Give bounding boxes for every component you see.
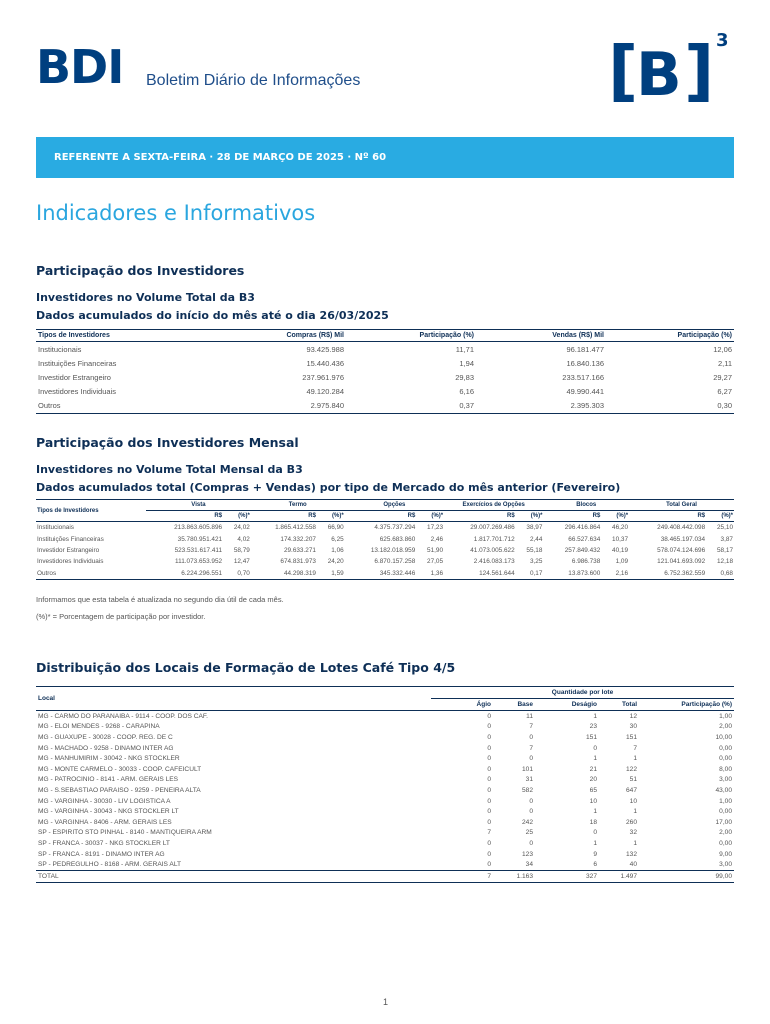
section2-title: Participação dos Investidores Mensal bbox=[36, 435, 299, 450]
investor-participation-table bbox=[36, 329, 734, 414]
table-cell: 122 bbox=[625, 765, 637, 773]
col-subheader: R$ bbox=[629, 511, 706, 522]
table-cell: 6,25 bbox=[331, 535, 344, 543]
table-cell: 0 bbox=[487, 776, 491, 784]
table-row bbox=[36, 545, 734, 556]
table-cell: 151 bbox=[585, 733, 597, 741]
table-cell: 174.332.207 bbox=[280, 535, 316, 543]
table-cell: 1.817.701.712 bbox=[473, 535, 515, 543]
table-cell: 0 bbox=[487, 765, 491, 773]
reference-banner: REFERENTE A SEXTA-FEIRA · 28 DE MARÇO DE 2025 · Nº 60 bbox=[36, 137, 734, 178]
table-cell: 6,16 bbox=[459, 387, 474, 397]
table-cell: 0 bbox=[487, 818, 491, 826]
col-subheader: (%)* bbox=[317, 511, 345, 522]
section2-subtitle2: Dados acumulados total (Compras + Vendas) por tipo de Mercado do mês anterior (Fevereiro) bbox=[36, 481, 621, 494]
table-cell: 0 bbox=[593, 829, 597, 837]
total-cell: 1.163 bbox=[493, 870, 535, 882]
table-cell: 51,90 bbox=[427, 546, 444, 554]
table-cell: 30 bbox=[629, 723, 637, 731]
table-cell: 1 bbox=[633, 755, 637, 763]
table-cell: 0 bbox=[487, 712, 491, 720]
total-label: TOTAL bbox=[36, 870, 431, 882]
col-subheader: (%)* bbox=[516, 511, 544, 522]
table-cell: 16.840.136 bbox=[566, 358, 604, 368]
row-label: Instituições Financeiras bbox=[38, 358, 117, 368]
table-row bbox=[36, 828, 734, 839]
table-cell: 20 bbox=[589, 776, 597, 784]
table-cell: 111.073.653.952 bbox=[175, 558, 223, 566]
table-cell: 0,00 bbox=[719, 839, 732, 847]
table-cell: 4.375.737.294 bbox=[374, 524, 416, 532]
row-label: MG - MANHUMIRIM - 30042 - NKG STOCKLER bbox=[38, 755, 180, 763]
table-cell: 29,27 bbox=[713, 372, 732, 382]
table-cell: 41.073.005.622 bbox=[470, 546, 515, 554]
table-cell: 7 bbox=[529, 723, 533, 731]
table-cell: 27,05 bbox=[427, 558, 444, 566]
table-cell: 0,70 bbox=[223, 568, 251, 580]
table-cell: 4,02 bbox=[237, 535, 250, 543]
total-cell: 1.497 bbox=[599, 870, 639, 882]
table-cell: 10 bbox=[589, 797, 597, 805]
table-cell: 260 bbox=[625, 818, 637, 826]
table-cell: 96.181.477 bbox=[566, 344, 604, 354]
table-row bbox=[36, 722, 734, 733]
table-cell: 3,87 bbox=[720, 535, 733, 543]
table-cell: 0 bbox=[487, 723, 491, 731]
table-cell: 233.517.166 bbox=[562, 372, 604, 382]
table-cell: 6.870.157.258 bbox=[374, 558, 416, 566]
table-cell: 2.395.303 bbox=[476, 399, 606, 414]
table-cell: 49.120.284 bbox=[306, 387, 344, 397]
table-cell: 1 bbox=[593, 712, 597, 720]
row-label: MG - ELOI MENDES - 9268 - CARAPINA bbox=[38, 723, 160, 731]
row-label: MG - CARMO DO PARANAIBA - 9114 - COOP. DOS CAF. bbox=[38, 712, 209, 720]
table-cell: 24,02 bbox=[233, 524, 250, 532]
table-cell: 25 bbox=[525, 829, 533, 837]
table-cell: 0 bbox=[487, 786, 491, 794]
table-cell: 10,37 bbox=[612, 535, 629, 543]
table-cell: 32 bbox=[629, 829, 637, 837]
table-cell: 0 bbox=[487, 808, 491, 816]
col-subheader: R$ bbox=[543, 511, 601, 522]
table-cell: 58,79 bbox=[233, 546, 250, 554]
row-label: Outros bbox=[36, 568, 146, 580]
table-cell: 51 bbox=[629, 776, 637, 784]
table-cell: 1 bbox=[593, 839, 597, 847]
table-row bbox=[36, 743, 734, 754]
col-subheader: R$ bbox=[444, 511, 516, 522]
table-row bbox=[36, 796, 734, 807]
table-cell: 121.041.693.092 bbox=[657, 558, 706, 566]
table-cell: 1.865.412.558 bbox=[275, 524, 316, 532]
table-cell: 124.561.644 bbox=[444, 568, 516, 580]
table-cell: 29,83 bbox=[455, 372, 474, 382]
table-row bbox=[36, 385, 734, 399]
row-label: Institucionais bbox=[38, 344, 82, 354]
table-row bbox=[36, 342, 734, 357]
table-cell: 13.182.018.959 bbox=[370, 546, 416, 554]
col-header: Participação (%) bbox=[639, 699, 734, 711]
table-cell: 345.332.446 bbox=[345, 568, 417, 580]
quantity-group-header: Quantidade por lote bbox=[431, 687, 734, 699]
table-cell: 249.408.442.098 bbox=[657, 524, 706, 532]
table-cell: 18 bbox=[589, 818, 597, 826]
section1-subtitle1: Investidores no Volume Total da B3 bbox=[36, 291, 255, 304]
table-cell: 25,10 bbox=[717, 524, 733, 532]
col-header: Participação (%) bbox=[606, 330, 734, 342]
table-cell: 213.863.605.896 bbox=[174, 524, 223, 532]
col-header: Deságio bbox=[535, 699, 599, 711]
table-cell: 1 bbox=[633, 808, 637, 816]
table-cell: 6 bbox=[593, 861, 597, 869]
bdi-logo: BDI bbox=[36, 40, 124, 94]
row-label: Instituições Financeiras bbox=[37, 535, 104, 543]
monthly-participation-table bbox=[36, 499, 734, 580]
table-row bbox=[36, 775, 734, 786]
table-cell: 8,00 bbox=[719, 765, 732, 773]
row-label: Investidor Estrangeiro bbox=[38, 372, 111, 382]
col-header: Total bbox=[599, 699, 639, 711]
row-label: Investidor Estrangeiro bbox=[37, 546, 100, 554]
table-note: Informamos que esta tabela é atualizada no segundo dia útil de cada mês. bbox=[36, 595, 284, 604]
table-cell: 35.780.951.421 bbox=[177, 535, 223, 543]
table-cell: 6.752.362.559 bbox=[629, 568, 706, 580]
table-cell: 0 bbox=[529, 733, 533, 741]
row-label: MG - PATROCINIO - 8141 - ARM. GERAIS LES bbox=[38, 776, 179, 784]
table-cell: 7 bbox=[487, 829, 491, 837]
table-cell: 3,00 bbox=[719, 776, 732, 784]
table-cell: 2.975.840 bbox=[206, 399, 346, 414]
table-cell: 0,37 bbox=[346, 399, 476, 414]
section2-subtitle1: Investidores no Volume Total Mensal da B3 bbox=[36, 463, 303, 476]
page-title: Indicadores e Informativos bbox=[36, 201, 316, 225]
table-cell: 257.849.432 bbox=[564, 546, 601, 554]
table-cell: 2,16 bbox=[601, 568, 629, 580]
table-cell: 123 bbox=[521, 850, 533, 858]
row-label: MG - S.SEBASTIAO PARAISO - 9259 - PENEIRA ALTA bbox=[38, 786, 201, 794]
table-cell: 3,25 bbox=[529, 558, 543, 566]
col-header: Base bbox=[493, 699, 535, 711]
table-row bbox=[36, 370, 734, 384]
table-row bbox=[36, 568, 734, 580]
table-cell: 0 bbox=[529, 797, 533, 805]
table-cell: 0 bbox=[487, 797, 491, 805]
row-label: SP - FRANCA - 8191 - DINAMO INTER AG bbox=[38, 850, 165, 858]
table-cell: 0 bbox=[487, 861, 491, 869]
table-cell: 0 bbox=[529, 839, 533, 847]
col-header: Tipos de Investidores bbox=[36, 330, 206, 342]
table-cell: 101 bbox=[521, 765, 533, 773]
table-cell: 0 bbox=[529, 755, 533, 763]
table-cell: 625.683.860 bbox=[379, 535, 416, 543]
table-cell: 0,30 bbox=[606, 399, 734, 414]
table-cell: 1,00 bbox=[719, 712, 732, 720]
tipo-header: Tipos de Investidores bbox=[36, 500, 146, 522]
col-subheader: R$ bbox=[345, 511, 417, 522]
table-cell: 46,20 bbox=[612, 524, 629, 532]
table-cell: 2,44 bbox=[529, 535, 543, 543]
table-cell: 6.986.738 bbox=[571, 558, 601, 566]
table-cell: 65 bbox=[589, 786, 597, 794]
col-header: Ágio bbox=[431, 699, 493, 711]
table-cell: 1,94 bbox=[459, 358, 474, 368]
table-cell: 578.074.124.696 bbox=[657, 546, 706, 554]
table-cell: 10 bbox=[629, 797, 637, 805]
table-cell: 647 bbox=[625, 786, 637, 794]
table-cell: 2,00 bbox=[719, 723, 732, 731]
table-row bbox=[36, 849, 734, 860]
table-cell: 49.990.441 bbox=[566, 387, 604, 397]
table-cell: 132 bbox=[625, 850, 637, 858]
row-label: Institucionais bbox=[37, 524, 74, 532]
table-cell: 66,90 bbox=[327, 524, 344, 532]
table-row bbox=[36, 817, 734, 828]
group-header: Termo bbox=[251, 500, 345, 511]
table-cell: 0 bbox=[487, 839, 491, 847]
col-subheader: (%)* bbox=[223, 511, 251, 522]
total-cell: 327 bbox=[535, 870, 599, 882]
total-cell: 99,00 bbox=[639, 870, 734, 882]
table-cell: 0,00 bbox=[719, 755, 732, 763]
row-label: SP - FRANCA - 30037 - NKG STOCKLER LT bbox=[38, 839, 170, 847]
col-subheader: R$ bbox=[146, 511, 223, 522]
row-label: MG - VARGINHA - 30043 - NKG STOCKLER LT bbox=[38, 808, 179, 816]
table-cell: 29.007.269.486 bbox=[470, 524, 515, 532]
total-cell: 7 bbox=[431, 870, 493, 882]
row-label: Investidores Individuais bbox=[38, 387, 116, 397]
row-label: MG - MACHADO - 9258 - DINAMO INTER AG bbox=[38, 744, 174, 752]
table-row bbox=[36, 556, 734, 567]
table-row bbox=[36, 785, 734, 796]
table-cell: 0,00 bbox=[719, 808, 732, 816]
table-cell: 7 bbox=[529, 744, 533, 752]
table-cell: 1,00 bbox=[719, 797, 732, 805]
percent-footnote: (%)* = Porcentagem de participação por investidor. bbox=[36, 612, 206, 621]
table-row bbox=[36, 533, 734, 544]
table-cell: 0,17 bbox=[516, 568, 544, 580]
table-cell: 151 bbox=[625, 733, 637, 741]
table-row bbox=[36, 806, 734, 817]
table-cell: 93.425.988 bbox=[306, 344, 344, 354]
table-cell: 66.527.634 bbox=[568, 535, 601, 543]
table-cell: 12 bbox=[629, 712, 637, 720]
table-row bbox=[36, 764, 734, 775]
table-cell: 0,00 bbox=[719, 744, 732, 752]
table-cell: 11 bbox=[526, 712, 533, 720]
col-header: Compras (R$) Mil bbox=[206, 330, 346, 342]
table-cell: 1,09 bbox=[615, 558, 629, 566]
table-cell: 0,68 bbox=[706, 568, 734, 580]
row-label: SP - PEDREGULHO - 8168 - ARM. GERAIS ALT bbox=[38, 861, 182, 869]
table-cell: 31 bbox=[525, 776, 533, 784]
table-cell: 523.531.617.411 bbox=[174, 546, 223, 554]
table-row bbox=[36, 711, 734, 722]
table-cell: 40,19 bbox=[612, 546, 629, 554]
table-cell: 13.873.600 bbox=[543, 568, 601, 580]
col-header: Participação (%) bbox=[346, 330, 476, 342]
table-cell: 0 bbox=[487, 850, 491, 858]
group-header: Vista bbox=[146, 500, 251, 511]
row-label: MG - GUAXUPE - 30028 - COOP. REG. DE C bbox=[38, 733, 173, 741]
table-cell: 38,97 bbox=[526, 524, 543, 532]
group-header: Total Geral bbox=[629, 500, 734, 511]
table-cell: 38.465.197.034 bbox=[660, 535, 706, 543]
local-header: Local bbox=[36, 687, 431, 711]
col-subheader: (%)* bbox=[416, 511, 444, 522]
table-cell: 0 bbox=[529, 808, 533, 816]
table-cell: 29.633.271 bbox=[283, 546, 316, 554]
section1-subtitle2: Dados acumulados do início do mês até o dia 26/03/2025 bbox=[36, 309, 389, 322]
table-cell: 237.961.976 bbox=[302, 372, 344, 382]
table-cell: 2,00 bbox=[719, 829, 732, 837]
table-cell: 34 bbox=[525, 861, 533, 869]
table-cell: 1 bbox=[593, 808, 597, 816]
bdi-subtitle: Boletim Diário de Informações bbox=[146, 72, 361, 89]
table-cell: 582 bbox=[521, 786, 533, 794]
section1-title: Participação dos Investidores bbox=[36, 263, 245, 278]
table-cell: 1 bbox=[593, 755, 597, 763]
table-cell: 296.416.864 bbox=[564, 524, 601, 532]
table-cell: 242 bbox=[521, 818, 533, 826]
table-cell: 12,47 bbox=[233, 558, 250, 566]
table-cell: 674.831.973 bbox=[280, 558, 316, 566]
table-cell: 2,46 bbox=[430, 535, 444, 543]
col-subheader: (%)* bbox=[706, 511, 734, 522]
table-cell: 17,00 bbox=[715, 818, 732, 826]
total-row bbox=[36, 870, 734, 882]
table-cell: 1,06 bbox=[331, 546, 344, 554]
table-row bbox=[36, 838, 734, 849]
table-cell: 12,06 bbox=[713, 344, 732, 354]
table-cell: 2.416.083.173 bbox=[473, 558, 515, 566]
table-row bbox=[36, 732, 734, 743]
table-cell: 17,23 bbox=[427, 524, 444, 532]
row-label: Outros bbox=[36, 399, 206, 414]
table-cell: 0 bbox=[593, 744, 597, 752]
table-cell: 0 bbox=[487, 744, 491, 752]
table-cell: 44.298.319 bbox=[251, 568, 317, 580]
row-label: MG - VARGINHA - 8406 - ARM. GERAIS LES bbox=[38, 818, 172, 826]
table-cell: 23 bbox=[589, 723, 597, 731]
table-cell: 3,00 bbox=[719, 861, 732, 869]
table-cell: 21 bbox=[589, 765, 597, 773]
col-header: Vendas (R$) Mil bbox=[476, 330, 606, 342]
table-row bbox=[36, 356, 734, 370]
table-cell: 1,36 bbox=[416, 568, 444, 580]
table-cell: 12,18 bbox=[717, 558, 733, 566]
table-row bbox=[36, 399, 734, 414]
section3-title: Distribuição dos Locais de Formação de Lotes Café Tipo 4/5 bbox=[36, 660, 456, 675]
table-cell: 15.440.436 bbox=[306, 358, 344, 368]
table-cell: 7 bbox=[633, 744, 637, 752]
table-cell: 24,20 bbox=[327, 558, 344, 566]
coffee-lots-table bbox=[36, 686, 734, 883]
table-cell: 40 bbox=[629, 861, 637, 869]
table-cell: 58,17 bbox=[717, 546, 733, 554]
table-cell: 0 bbox=[487, 733, 491, 741]
table-cell: 43,00 bbox=[715, 786, 732, 794]
table-cell: 6.224.296.551 bbox=[146, 568, 223, 580]
col-subheader: (%)* bbox=[601, 511, 629, 522]
table-cell: 1 bbox=[633, 839, 637, 847]
group-header: Exercícios de Opções bbox=[444, 500, 543, 511]
row-label: SP - ESPIRITO STO PINHAL - 8140 - MANTIQUEIRA ARM bbox=[38, 829, 212, 837]
table-row bbox=[36, 753, 734, 764]
table-cell: 0 bbox=[487, 755, 491, 763]
table-row bbox=[36, 522, 734, 534]
group-header: Opções bbox=[345, 500, 444, 511]
col-subheader: R$ bbox=[251, 511, 317, 522]
b3-logo: [ B ] 3 bbox=[608, 30, 729, 110]
table-cell: 9,00 bbox=[719, 850, 732, 858]
table-cell: 10,00 bbox=[715, 733, 732, 741]
table-cell: 9 bbox=[593, 850, 597, 858]
row-label: MG - MONTE CARMELO - 30033 - COOP. CAFEICULT bbox=[38, 765, 202, 773]
table-row bbox=[36, 859, 734, 870]
table-cell: 6,27 bbox=[717, 387, 732, 397]
table-cell: 55,18 bbox=[526, 546, 543, 554]
row-label: MG - VARGINHA - 30030 - LIV LOGISTICA A bbox=[38, 797, 171, 805]
group-header: Blocos bbox=[543, 500, 629, 511]
table-cell: 2,11 bbox=[717, 358, 732, 368]
table-cell: 1,59 bbox=[317, 568, 345, 580]
page-number: 1 bbox=[383, 997, 389, 1007]
table-cell: 11,71 bbox=[455, 344, 474, 354]
row-label: Investidores Individuais bbox=[37, 558, 104, 566]
